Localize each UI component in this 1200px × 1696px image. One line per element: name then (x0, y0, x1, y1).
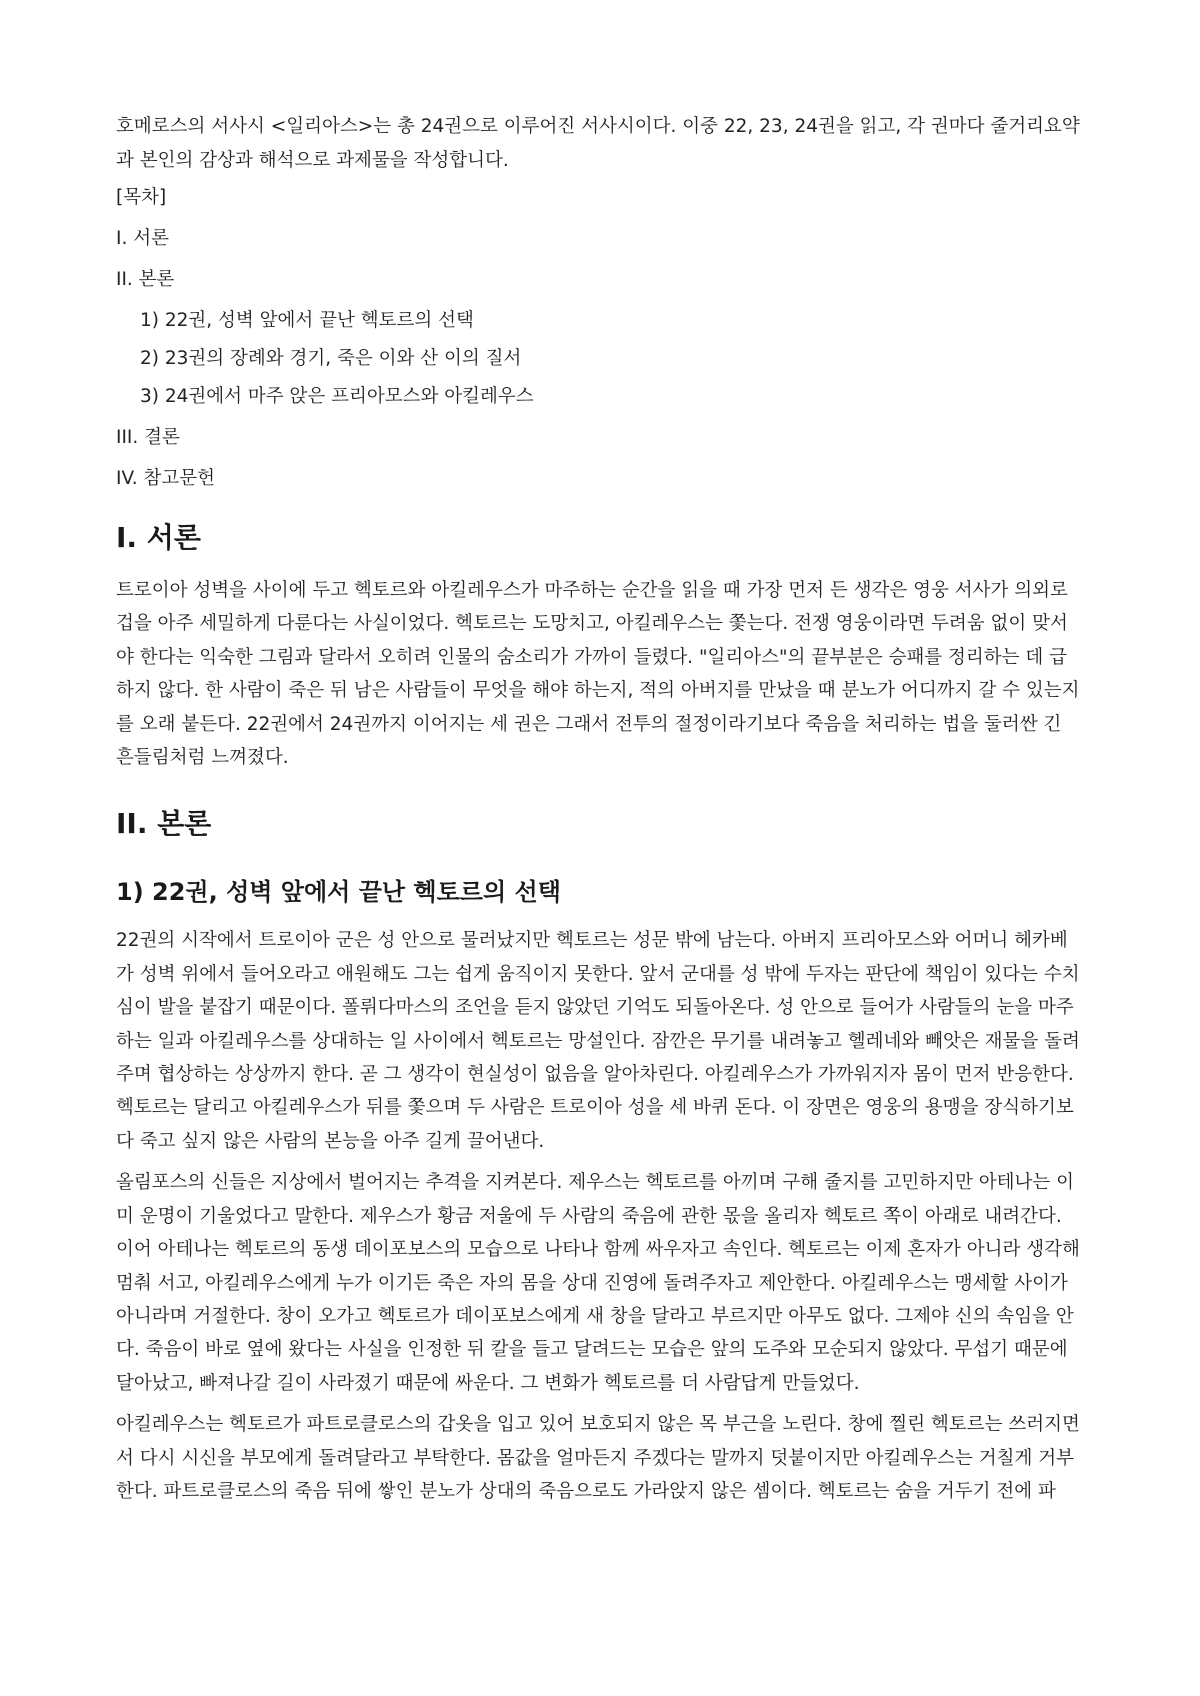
toc-subitem-book23: 2) 23권의 장례와 경기, 죽은 이와 산 이의 질서 (140, 348, 522, 369)
subsection-heading-book22: 1) 22권, 성벽 앞에서 끝난 헥토르의 선택 (116, 878, 561, 907)
book22-paragraph-2: 올림포스의 신들은 지상에서 벌어지는 추격을 지켜본다. 제우스는 헥토르를 아끼며 구해 줄지를 고민하지만 아테나는 이미 운명이 기울었다고 말한다. 제우스가 황금 저울에 두 사람의 죽음에 관한 몫을 올리자 헥토르 쪽이 아래로 내려간다. 이어 아테나는 헥토르의 동생 데이포보스의 모습으로 나타나 함께 싸우자고 속인다. 헥토르는 이제 혼자가 아니라 생각해 멈춰 서고, 아킬레우스에게 누가 이기든 죽은 자의 몸을 상대 진영에 돌려주자고 제안한다. 아킬레우스는 맹세할 사이가 아니라며 거절한다. 창이 오가고 헥토르가 데이포보스에게 새 창을 달라고 부르지만 아무도 없다. 그제야 신의 속임을 안다. 죽음이 바로 옆에 왔다는 사실을 인정한 뒤 칼을 들고 달려드는 모습은 앞의 도주와 모순되지 않았다. 무섭기 때문에 달아났고, 빠져나갈 길이 사라졌기 때문에 싸운다. 그 변화가 헥토르를 더 사람답게 만들었다. (116, 1172, 1080, 1394)
intro-paragraph: 호메로스의 서사시 <일리아스>는 총 24권으로 이루어진 서사시이다. 이중 22, 23, 24권을 읽고, 각 권마다 줄거리요약과 본인의 감상과 해석으로 과제물을 작성합니다. (116, 116, 1080, 171)
toc-item-body: II. 본론 (116, 269, 175, 290)
toc-title: [목차] (116, 187, 167, 208)
toc-subitem-book24: 3) 24권에서 마주 앉은 프리아모스와 아킬레우스 (140, 386, 534, 407)
book22-paragraph-1: 22권의 시작에서 트로이아 군은 성 안으로 물러났지만 헥토르는 성문 밖에 남는다. 아버지 프리아모스와 어머니 헤카베가 성벽 위에서 들어오라고 애원해도 그는 쉽게 움직이지 못한다. 앞서 군대를 성 밖에 두자는 판단에 책임이 있다는 수치심이 발을 붙잡기 때문이다. 폴뤼다마스의 조언을 듣지 않았던 기억도 되돌아온다. 성 안으로 들어가 사람들의 눈을 마주하는 일과 아킬레우스를 상대하는 일 사이에서 헥토르는 망설인다. 잠깐은 무기를 내려놓고 헬레네와 빼앗은 재물을 돌려주며 협상하는 상상까지 한다. 곧 그 생각이 현실성이 없음을 알아차린다. 아킬레우스가 가까워지자 몸이 먼저 반응한다. 헥토르는 달리고 아킬레우스가 뒤를 쫓으며 두 사람은 트로이아 성을 세 바퀴 돈다. 이 장면은 영웅의 용맹을 장식하기보다 죽고 싶지 않은 사람의 본능을 아주 길게 끌어낸다. (116, 930, 1080, 1152)
toc-subitem-book22: 1) 22권, 성벽 앞에서 끝난 헥토르의 선택 (140, 310, 474, 331)
section-heading-introduction: I. 서론 (116, 521, 201, 554)
section-heading-body: II. 본론 (116, 807, 212, 841)
document-page (116, 110, 1084, 1516)
toc-item-references: IV. 참고문헌 (116, 468, 215, 489)
toc-item-conclusion: III. 결론 (116, 427, 180, 448)
toc-item-introduction: I. 서론 (116, 228, 169, 249)
book22-paragraph-3: 아킬레우스는 헥토르가 파트로클로스의 갑옷을 입고 있어 보호되지 않은 목 부근을 노린다. 창에 찔린 헥토르는 쓰러지면서 다시 시신을 부모에게 돌려달라고 부탁한다. 몸값을 얼마든지 주겠다는 말까지 덧붙이지만 아킬레우스는 거칠게 거부한다. 파트로클로스의 죽음 뒤에 쌓인 분노가 상대의 죽음으로도 가라앉지 않은 셈이다. 헥토르는 숨을 거두기 전에 파 (116, 1414, 1080, 1502)
introduction-paragraph: 트로이아 성벽을 사이에 두고 헥토르와 아킬레우스가 마주하는 순간을 읽을 때 가장 먼저 든 생각은 영웅 서사가 의외로 겁을 아주 세밀하게 다룬다는 사실이었다. 헥토르는 도망치고, 아킬레우스는 쫓는다. 전쟁 영웅이라면 두려움 없이 맞서야 한다는 익숙한 그림과 달라서 오히려 인물의 숨소리가 가까이 들렸다. "일리아스"의 끝부분은 승패를 정리하는 데 급하지 않다. 한 사람이 죽은 뒤 남은 사람들이 무엇을 해야 하는지, 적의 아버지를 만났을 때 분노가 어디까지 갈 수 있는지를 오래 붙든다. 22권에서 24권까지 이어지는 세 권은 그래서 전투의 절정이라기보다 죽음을 처리하는 법을 둘러싼 긴 흔들림처럼 느껴졌다. (116, 580, 1080, 769)
table-of-contents (116, 185, 1084, 492)
